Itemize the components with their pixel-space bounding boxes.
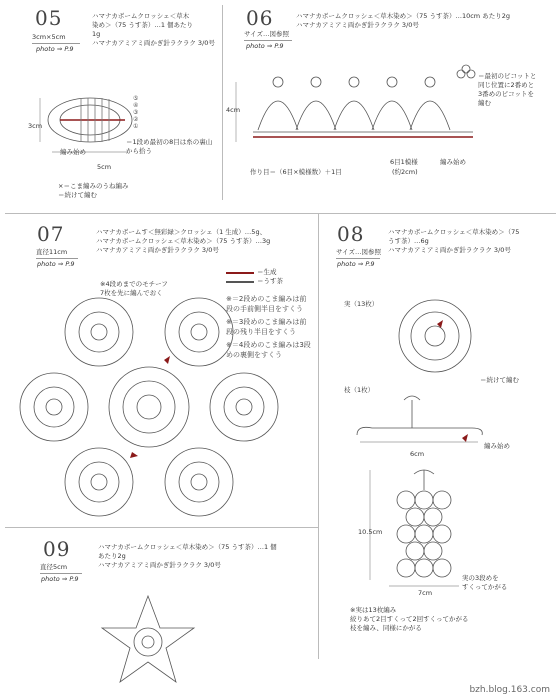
chain-note-06: 作り目＝（6目×模様数）＋1目 [250,168,342,176]
photo-ref-06: photo ⇒ P.9 [246,42,284,50]
material-line: 1g [92,30,101,38]
repeat-length-06: (約2cm) [392,168,418,176]
pattern-number-09: 09 [43,537,71,561]
dim-height-06: 4cm [226,106,241,114]
pattern-size-09: 直径5cm [40,563,68,571]
chart-diagram-09 [98,590,198,690]
color-legend-07: ＝生成 ＝うす茶 [226,268,283,286]
pattern-number-06: 06 [246,6,274,30]
continue-note-08: ＝続けて編む [480,376,519,384]
materials-07: ハマナカボームす＜無彩緑＞クロッシェ（1 生成）…5g、 ハマナカボームクロッシェ＜草木染め＞（75 うす茶）…3g ハマナカアミアミ両かぎ針ラクラク 3/0号 [96,228,271,254]
pattern-size-06: サイズ…図参照 [244,30,289,38]
dim-6cm-08: 6cm [410,450,425,458]
photo-ref-08: photo ⇒ P.9 [337,260,375,268]
notes-07: ※＝2段めのこま編みは前段の手前側半目をすくう ※＝3段めのこま編みは前段の残り半目をすくう ※＝4段めのこま編みは3段めの裏側をすくう [226,295,311,359]
pattern-number-08: 08 [337,222,365,246]
branch-label-08: 枝（1枚） [344,386,375,394]
repeat-label-06: 6目1模様 [390,158,418,166]
material-line: 染め＞（75 うす茶）…1 個あたり [92,21,194,29]
fruit-diagram-08 [395,296,475,376]
pattern-number-07: 07 [37,222,65,246]
chart-diagram-07 [14,292,284,522]
pattern-size-08: サイズ…図参照 [336,248,381,256]
materials-05 [92,12,215,48]
picot-note-06: ＝最初のピコットと 同じ位置に2番めと 3番めのピコットを 編む [478,72,537,107]
loop-note-05: ＝1段め最初の8目は糸の裏山から拾う [126,138,213,155]
pattern-size-07: 直径11cm [36,248,68,256]
footnote-08: ※実は13枚編み 絞りあて2目すくって2回すくってかがる 枝を編み、同様にかがる [350,606,469,632]
material-line: ハマナカボームクロッシェ＜草木 [92,12,190,20]
pattern-size-05: 3cm×5cm [32,33,66,41]
motif-note-07: ※4段めまでのモチーフ 7枚を先に編んでおく [100,280,168,297]
dim-height-05: 3cm [28,122,43,130]
start-label-05: 編み始め [60,148,86,156]
start-label-06: 編み始め [440,158,466,166]
legend-05: ×＝こま編みのうね編み ＝続けて編む [58,182,129,199]
fruit-label-08: 実（13枚） [344,300,379,308]
pattern-number-05: 05 [35,6,63,30]
branch-diagram-08 [352,390,492,450]
dim-105-08: 10.5cm [358,528,383,536]
material-line: ハマナカアミアミ両かぎ針ラクラク 3/0号 [92,39,215,47]
dim-7cm-08: 7cm [418,589,433,597]
photo-ref-09: photo ⇒ P.9 [41,575,79,583]
row-markers-05: ⑤ ④ ③ ② ① [133,95,139,130]
attach-note-08: 実の3段めを すくってかがる [462,574,508,591]
start-label-08: 編み始め [484,442,510,450]
photo-ref-05: photo ⇒ P.9 [36,45,74,53]
chart-diagram-06 [248,62,478,162]
materials-09: ハマナカボームクロッシェ＜草木染め＞（75 うす茶）…1 個 あたり2g ハマナカアミアミ両かぎ針ラクラク 3/0号 [98,543,277,569]
dim-width-05: 5cm [97,163,112,171]
materials-08: ハマナカボームクロッシェ＜草木染め＞（75 うす茶）…6g ハマナカアミアミ両かぎ針ラクラク 3/0号 [388,228,520,254]
materials-06: ハマナカボームクロッシェ＜草木染め＞（75 うす茶）…10cm あたり2g ハマナカアミアミ両かぎ針ラクラク 3/0号 [296,12,510,29]
watermark: bzh.blog.163.com [469,685,550,695]
picot-icon [455,64,477,82]
grape-diagram-08 [384,470,464,590]
photo-ref-07: photo ⇒ P.9 [37,260,75,268]
